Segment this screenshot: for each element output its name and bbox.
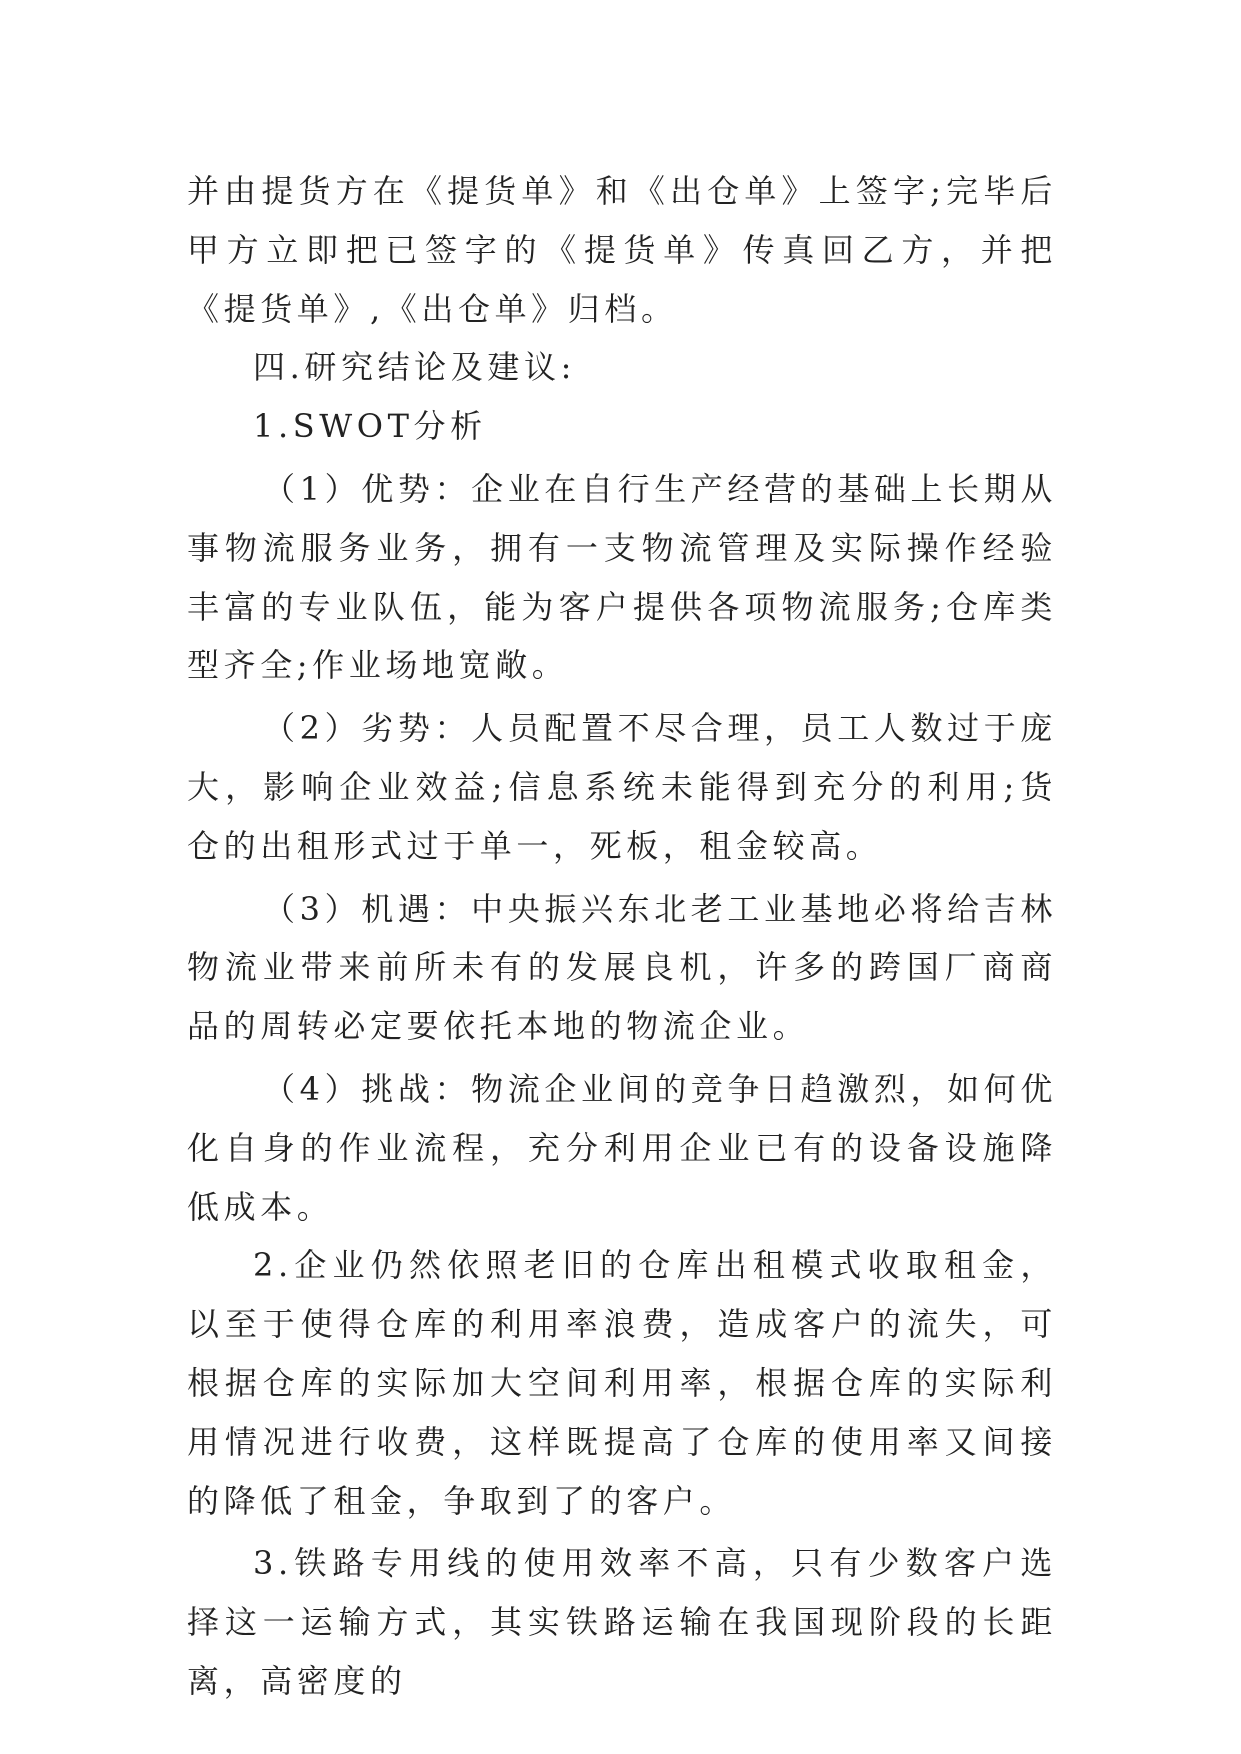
paragraph-threats: （4）挑战：物流企业间的竞争日趋激烈，如何优化自身的作业流程，充分利用企业已有的设备设施降低成本。 (187, 1069, 1057, 1226)
paragraph-point-2-rental-model: 2.企业仍然依照老旧的仓库出租模式收取租金，以至于使得仓库的利用率浪费，造成客户的流失，可根据仓库的实际加大空间利用率，根据仓库的实际利用情况进行收费，这样既提高了仓库的使用率又间接的降低了租金，争取到了的客户。 (187, 1246, 1057, 1520)
paragraph-delivery-signing: 并由提货方在《提货单》和《出仓单》上签字;完毕后甲方立即把已签字的《提货单》传真回乙方，并把《提货单》,《出仓单》归档。 (187, 172, 1057, 328)
paragraph-strengths: （1）优势：企业在自行生产经营的基础上长期从事物流服务业务，拥有一支物流管理及实际操作经验丰富的专业队伍，能为客户提供各项物流服务;仓库类型齐全;作业场地宽敞。 (187, 469, 1057, 685)
section-heading-conclusions: 四.研究结论及建议: (253, 348, 576, 387)
paragraph-opportunities: （3）机遇：中央振兴东北老工业基地必将给吉林物流业带来前所未有的发展良机，许多的跨国厂商商品的周转必定要依托本地的物流企业。 (187, 889, 1057, 1046)
document-body (187, 162, 1057, 1711)
paragraph-point-3-railway-line: 3.铁路专用线的使用效率不高，只有少数客户选择这一运输方式，其实铁路运输在我国现阶段的长距离，高密度的 (187, 1544, 1057, 1700)
paragraph-weaknesses: （2）劣势：人员配置不尽合理，员工人数过于庞大，影响企业效益;信息系统未能得到充分的利用;货仓的出租形式过于单一，死板，租金较高。 (187, 709, 1057, 865)
subheading-swot-analysis: 1.SWOT分析 (253, 407, 487, 446)
